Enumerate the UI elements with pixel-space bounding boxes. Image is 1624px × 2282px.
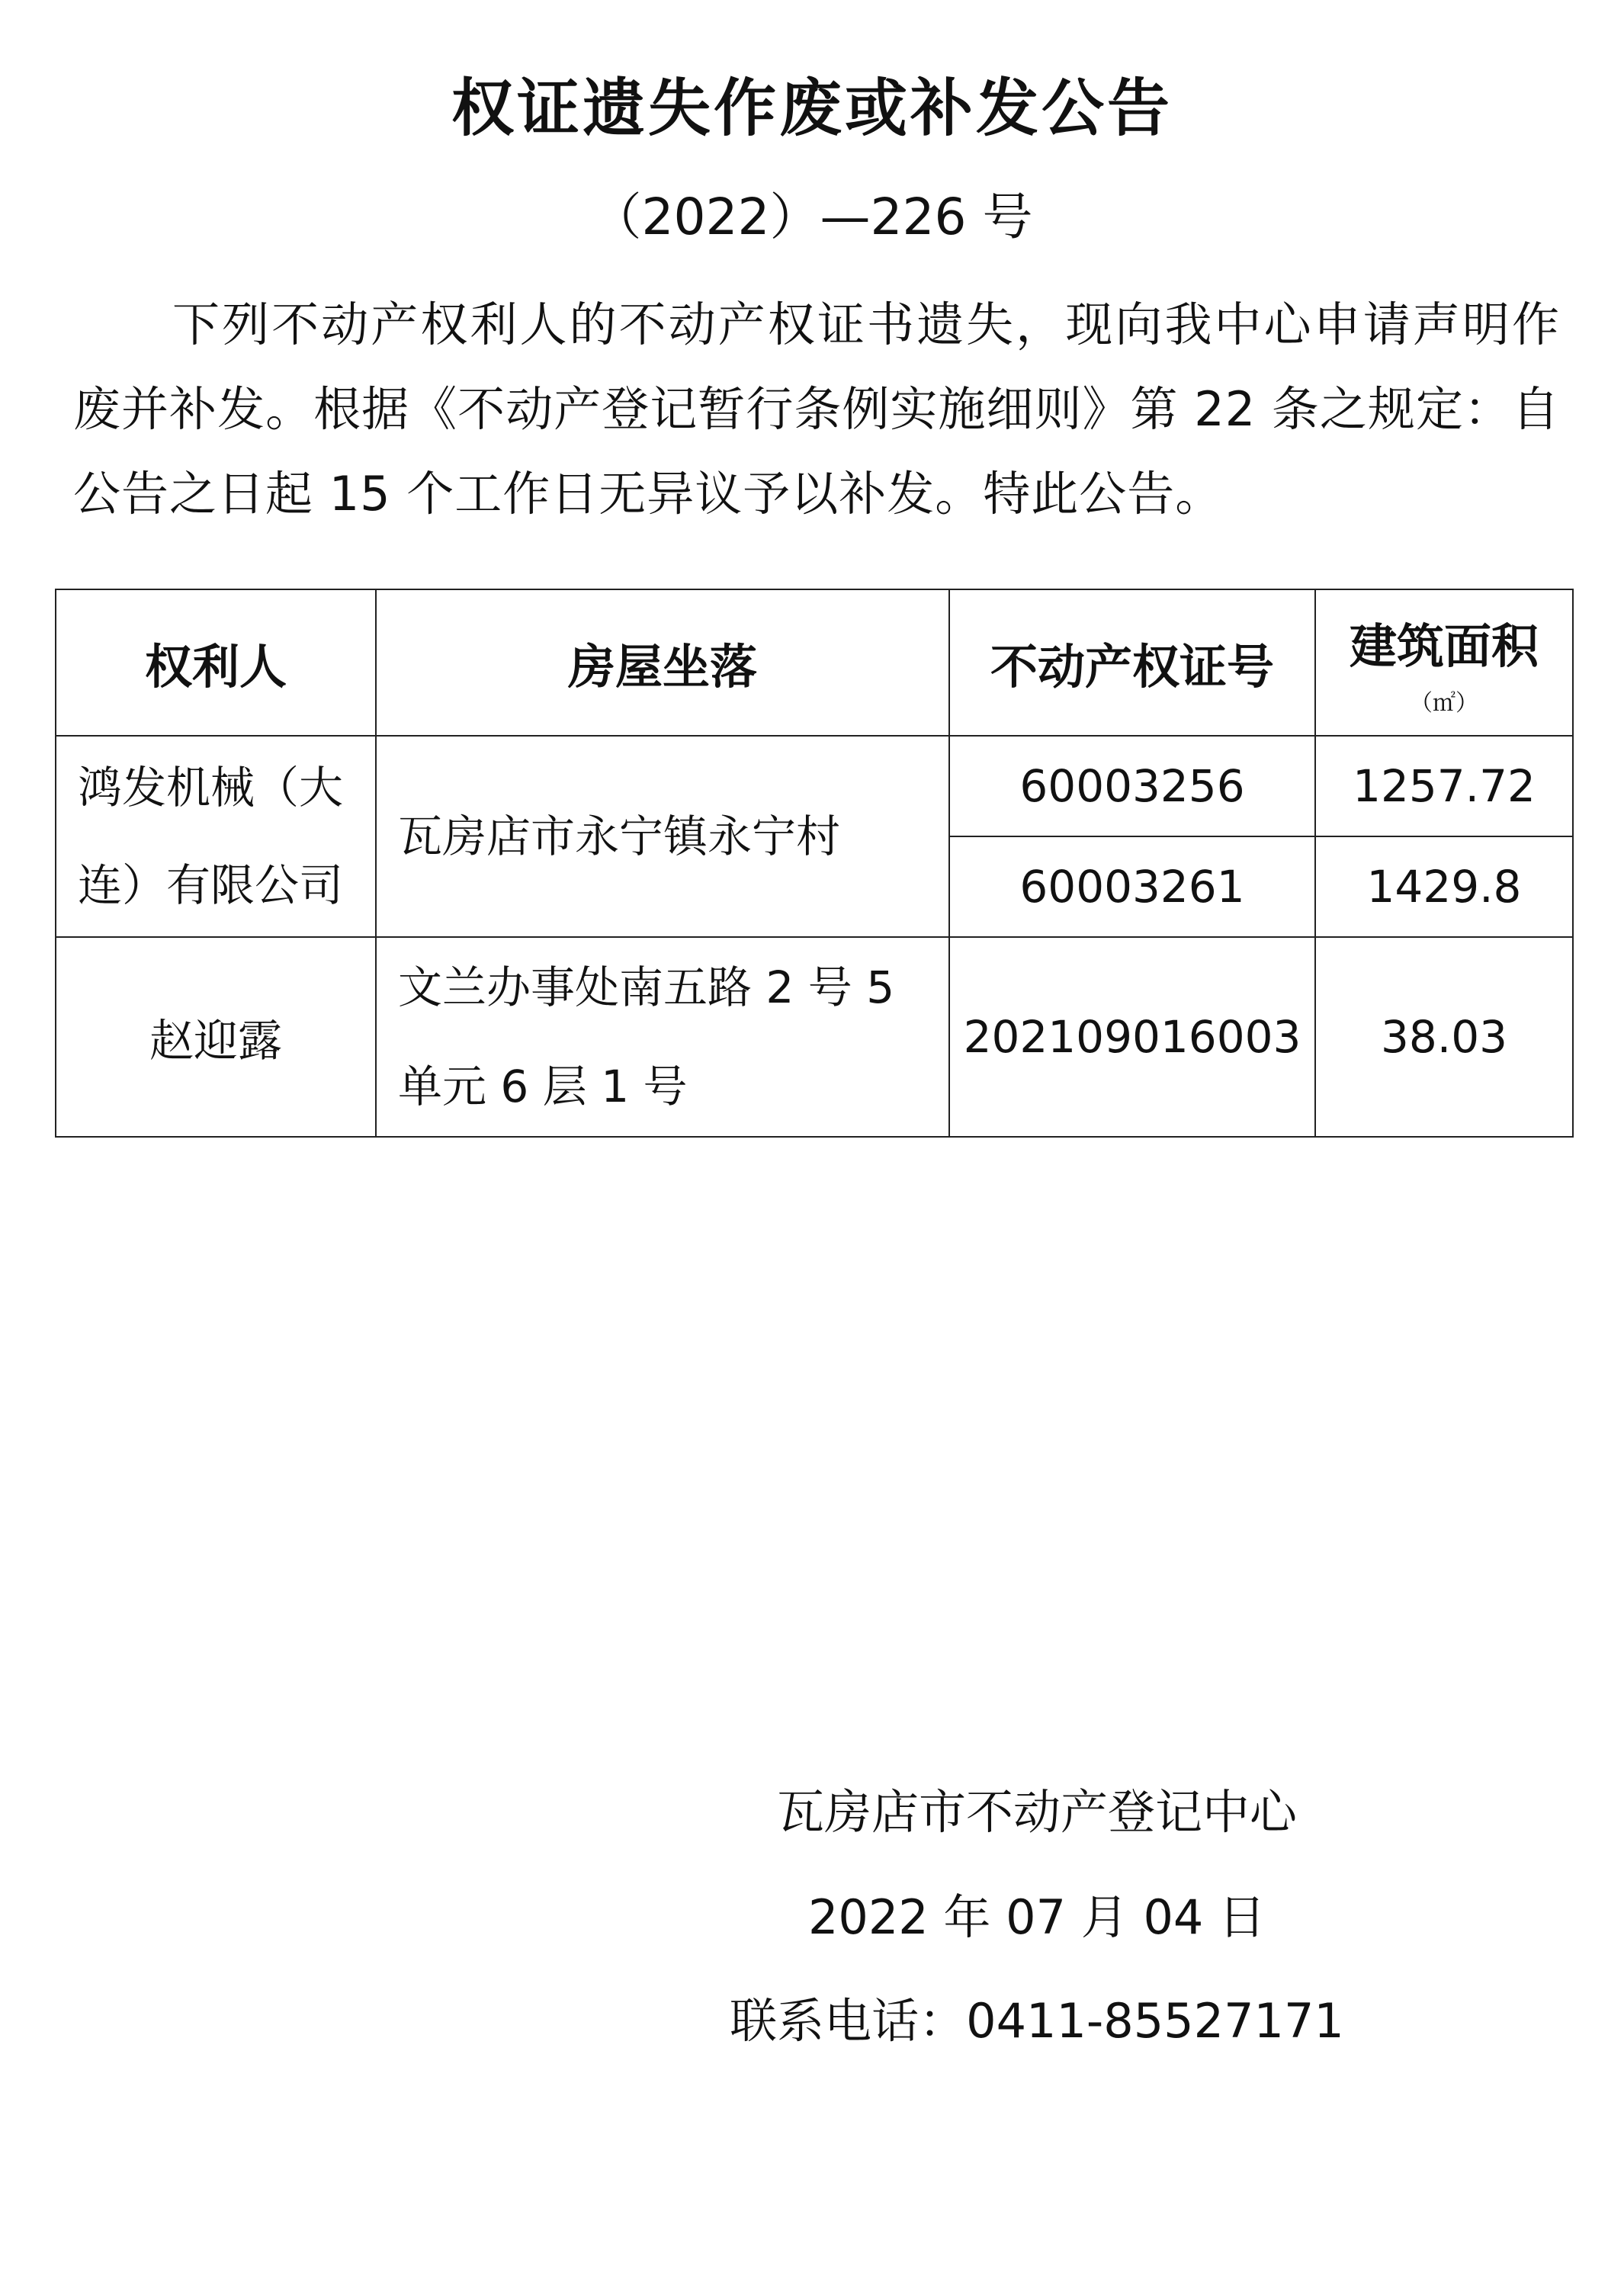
header-area — [1315, 589, 1573, 736]
owner-cell: 鸿发机械（大连）有限公司 — [56, 736, 376, 937]
notice-body: 下列不动产权利人的不动产权证书遗失，现向我中心申请声明作废并补发。根据《不动产登记暂行条例实施细则》第 22 条之规定：自公告之日起 15 个工作日无异议予以补发。特此公告。 — [73, 297, 1560, 522]
header-cert-no: 不动产权证号 — [949, 589, 1315, 736]
table-row — [56, 937, 1573, 1137]
cert-no-cell: 60003261 — [949, 836, 1315, 937]
area-cell: 38.03 — [1315, 937, 1573, 1137]
header-location: 房屋坐落 — [376, 589, 949, 736]
notice-title: 权证遗失作废或补发公告 — [451, 72, 1173, 145]
records-table — [55, 589, 1574, 1138]
location-cell: 文兰办事处南五路 2 号 5 单元 6 层 1 号 — [376, 937, 949, 1137]
table-row — [56, 736, 1573, 836]
area-cell: 1429.8 — [1315, 836, 1573, 937]
header-area-unit: （㎡） — [1410, 689, 1478, 717]
area-cell: 1257.72 — [1315, 736, 1573, 836]
location-cell: 瓦房店市永宁镇永宁村 — [376, 736, 949, 937]
header-area-label: 建筑面积 — [1349, 618, 1539, 674]
cert-no-cell: 202109016003 — [949, 937, 1315, 1137]
issue-date: 2022 年 07 月 04 日 — [807, 1889, 1266, 1945]
issuing-organization: 瓦房店市不动产登记中心 — [776, 1784, 1297, 1840]
cert-no-cell: 60003256 — [949, 736, 1315, 836]
header-owner: 权利人 — [56, 589, 376, 736]
owner-cell: 赵迎露 — [56, 937, 376, 1137]
notice-number: （2022）—226 号 — [591, 188, 1033, 246]
table-header-row — [56, 589, 1573, 736]
contact-phone: 联系电话：0411-85527171 — [730, 1993, 1344, 2049]
